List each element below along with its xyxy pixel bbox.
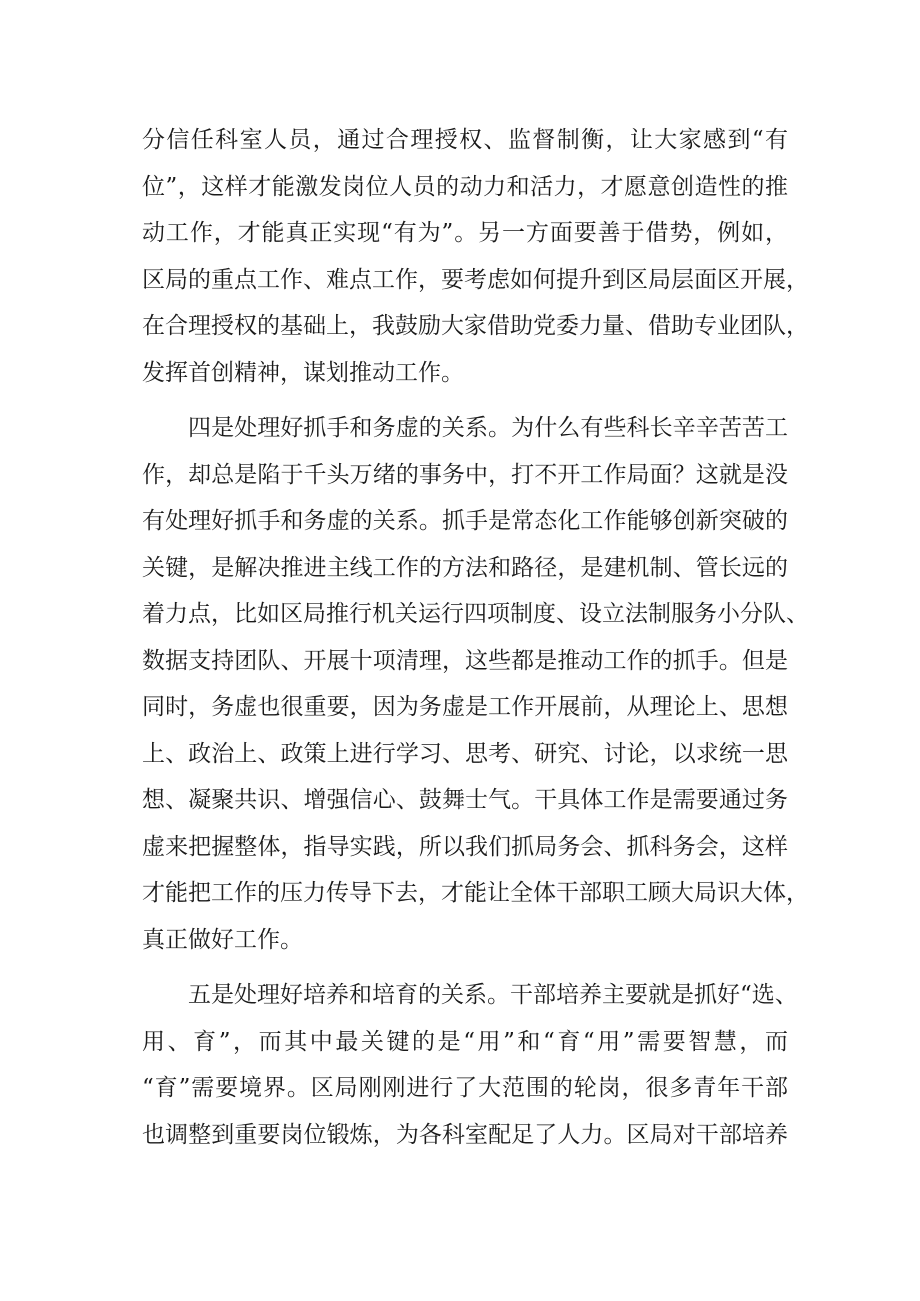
text-line: “育”需要境界。区局刚刚进行了大范围的轮岗，很多青年干部 (142, 1075, 788, 1101)
text-line: 同时，务虚也很重要，因为务虚是工作开展前，从理论上、思想 (142, 694, 788, 720)
text-line: 作，却总是陷于千头万绪的事务中，打不开工作局面？这就是没 (142, 461, 788, 488)
text-line: 发挥首创精神，谋划推动工作。 (142, 359, 464, 386)
text-line: 上、政治上、政策上进行学习、思考、研究、讨论，以求统一思 (142, 740, 788, 767)
text-line: 动工作，才能真正实现“有为”。另一方面要善于借势，例如， (142, 220, 788, 246)
text-line: 位”，这样才能激发岗位人员的动力和活力，才愿意创造性的推 (142, 173, 788, 200)
document-body (142, 117, 809, 1158)
paragraph-1 (142, 117, 809, 396)
text-line: 也调整到重要岗位锻炼，为各科室配足了人力。区局对干部培养 (142, 1121, 788, 1148)
text-line: 四是处理好抓手和务虚的关系。为什么有些科长辛辛苦苦工 (188, 415, 788, 441)
text-line: 虚来把握整体，指导实践，所以我们抓局务会、抓科务会，这样 (142, 833, 788, 860)
paragraph-2 (142, 405, 809, 963)
paragraph-gap (142, 963, 788, 972)
text-line: 真正做好工作。 (142, 926, 303, 953)
paragraph-gap (142, 396, 788, 405)
text-line: 想、凝聚共识、增强信心、鼓舞士气。干具体工作是需要通过务 (142, 787, 788, 813)
text-line: 区局的重点工作、难点工作，要考虑如何提升到区局层面区开展， (142, 266, 809, 293)
text-line: 数据支持团队、开展十项清理，这些都是推动工作的抓手。但是 (142, 647, 788, 674)
text-line: 才能把工作的压力传导下去，才能让全体干部职工顾大局识大体， (142, 880, 809, 906)
text-line: 在合理授权的基础上，我鼓励大家借助党委力量、借助专业团队， (142, 313, 809, 339)
text-line: 五是处理好培养和培育的关系。干部培养主要就是抓好“选、 (188, 982, 798, 1008)
text-line: 用、育”，而其中最关键的是“用”和“育“用”需要智慧，而 (142, 1028, 788, 1055)
paragraph-3 (142, 972, 798, 1158)
text-line: 着力点，比如区局推行机关运行四项制度、设立法制服务小分队、 (142, 601, 809, 627)
text-line: 关键，是解决推进主线工作的方法和路径，是建机制、管长远的 (142, 554, 788, 581)
text-line: 有处理好抓手和务虚的关系。抓手是常态化工作能够创新突破的 (142, 508, 788, 534)
text-line: 分信任科室人员，通过合理授权、监督制衡，让大家感到“有 (142, 127, 788, 153)
